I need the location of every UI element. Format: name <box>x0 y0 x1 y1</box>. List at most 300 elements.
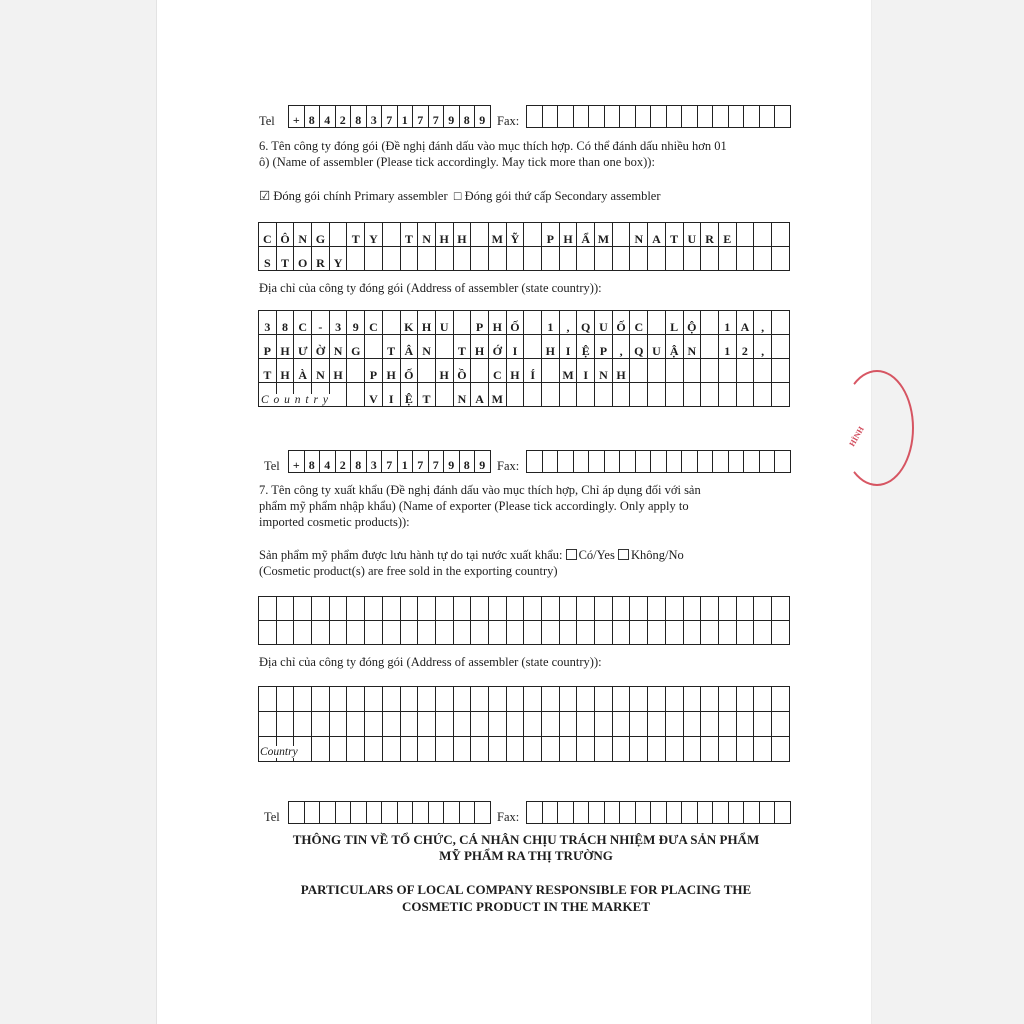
section6-heading-line1: 6. Tên công ty đóng gói (Đề nghị đánh dấu vào mục thích hợp. Có thể đánh dấu nhiều hơn 01 <box>259 139 727 153</box>
address-char-cell: H <box>383 359 401 383</box>
exporter-char-cell <box>454 597 472 621</box>
address-char-cell: T <box>418 383 436 407</box>
exporter-char-cell <box>436 621 454 645</box>
address-char-cell <box>630 359 648 383</box>
address-char-cell: I <box>383 383 401 407</box>
fax-field-s6[interactable] <box>526 450 791 473</box>
exporter-char-cell <box>401 621 419 645</box>
name-char-cell: N <box>418 223 436 247</box>
exporter-address-cell <box>754 687 772 712</box>
address-char-cell <box>719 383 737 407</box>
name-char-cell <box>648 247 666 271</box>
exporter-char-cell <box>595 621 613 645</box>
fax-digit-cell <box>527 451 543 473</box>
exporter-address-cell <box>524 737 542 762</box>
exporter-char-cell <box>259 597 277 621</box>
name-char-cell <box>737 247 755 271</box>
address-char-cell <box>542 359 560 383</box>
tel-digit-cell: 8 <box>305 451 321 473</box>
address-char-cell: N <box>418 335 436 359</box>
exporter-char-cell <box>330 621 348 645</box>
address-char-cell: 9 <box>347 311 365 335</box>
address-char-cell <box>577 383 595 407</box>
stamp-text: HÌNH <box>847 425 866 448</box>
title-en-line2: COSMETIC PRODUCT IN THE MARKET <box>402 899 650 914</box>
primary-assembler-label: Đóng gói chính Primary assembler <box>273 189 448 203</box>
fax-digit-cell <box>760 106 776 128</box>
address-char-cell: M <box>489 383 507 407</box>
exporter-char-cell <box>524 621 542 645</box>
fax-digit-cell <box>698 106 714 128</box>
exporter-char-cell <box>418 621 436 645</box>
address-char-cell: P <box>259 335 277 359</box>
fax-label-top: Fax: <box>497 114 520 128</box>
tel-digit-cell: + <box>289 451 305 473</box>
address-char-cell: P <box>365 359 383 383</box>
address-char-cell: T <box>454 335 472 359</box>
address-char-cell: C <box>489 359 507 383</box>
fax-digit-cell <box>543 802 559 824</box>
exporter-address-cell <box>595 687 613 712</box>
name-char-cell: C <box>259 223 277 247</box>
tel-digit-cell: + <box>289 106 305 128</box>
tel-digit-cell <box>398 802 414 824</box>
exporter-char-cell <box>595 597 613 621</box>
name-char-cell: R <box>701 223 719 247</box>
address-char-cell <box>347 359 365 383</box>
address-char-cell <box>684 359 702 383</box>
name-char-cell: S <box>259 247 277 271</box>
fax-digit-cell <box>558 802 574 824</box>
exporter-address-cell <box>365 687 383 712</box>
exporter-address-cell <box>401 687 419 712</box>
name-char-cell <box>365 247 383 271</box>
exporter-address-cell <box>401 712 419 737</box>
name-char-cell: Y <box>365 223 383 247</box>
exporter-char-cell <box>418 597 436 621</box>
address-char-cell <box>754 359 772 383</box>
tel-digit-cell: 7 <box>413 106 429 128</box>
primary-assembler-checkbox[interactable]: ☑ <box>259 189 271 203</box>
address-char-cell: U <box>595 311 613 335</box>
fax-digit-cell <box>558 451 574 473</box>
yes-checkbox[interactable] <box>566 549 577 560</box>
exporter-char-cell <box>560 597 578 621</box>
fax-digit-cell <box>775 802 791 824</box>
exporter-address-cell <box>471 737 489 762</box>
name-char-cell: E <box>719 223 737 247</box>
address-char-cell <box>772 359 790 383</box>
address-char-cell: H <box>436 359 454 383</box>
exporter-address-cell <box>577 737 595 762</box>
name-char-cell: A <box>648 223 666 247</box>
address-char-cell: Ư <box>294 335 312 359</box>
fax-digit-cell <box>636 106 652 128</box>
tel-digit-cell: 8 <box>351 451 367 473</box>
red-stamp-seal <box>840 370 914 486</box>
exporter-address-cell <box>613 737 631 762</box>
address-char-cell: À <box>294 359 312 383</box>
exporter-address-cell <box>754 737 772 762</box>
name-char-cell <box>577 247 595 271</box>
exporter-address-cell <box>772 712 790 737</box>
exporter-char-cell <box>471 597 489 621</box>
address-char-cell <box>737 359 755 383</box>
title-en-line1: PARTICULARS OF LOCAL COMPANY RESPONSIBLE FOR PLACING THE <box>300 882 752 897</box>
name-char-cell <box>401 247 419 271</box>
exporter-char-cell <box>630 597 648 621</box>
fax-digit-cell <box>667 106 683 128</box>
name-char-cell: P <box>542 223 560 247</box>
exporter-address-cell <box>630 687 648 712</box>
exporter-char-cell <box>701 621 719 645</box>
address-char-cell <box>347 383 365 407</box>
tel-digit-cell <box>475 802 491 824</box>
exporter-address-cell <box>418 687 436 712</box>
name-char-cell <box>436 247 454 271</box>
exporter-char-cell <box>648 597 666 621</box>
name-char-cell <box>524 247 542 271</box>
exporter-char-cell <box>542 597 560 621</box>
tel-digit-cell <box>336 802 352 824</box>
address-char-cell: 3 <box>259 311 277 335</box>
name-char-cell <box>613 223 631 247</box>
address-char-cell <box>772 383 790 407</box>
exporter-char-cell <box>277 621 295 645</box>
tel-digit-cell: 3 <box>367 106 383 128</box>
exporter-char-cell <box>312 621 330 645</box>
exporter-address-cell <box>347 737 365 762</box>
exporter-char-cell <box>347 621 365 645</box>
exporter-address-cell <box>737 737 755 762</box>
address-char-cell: Ố <box>507 311 525 335</box>
name-char-cell: T <box>347 223 365 247</box>
address-char-cell: T <box>259 359 277 383</box>
free-sale-line2: (Cosmetic product(s) are free sold in the exporting country) <box>259 564 558 578</box>
address-char-cell: A <box>471 383 489 407</box>
exporter-address-cell <box>701 737 719 762</box>
exporter-address-cell <box>259 687 277 712</box>
address-char-cell: Ệ <box>577 335 595 359</box>
fax-digit-cell <box>651 451 667 473</box>
exporter-address-cell <box>648 712 666 737</box>
exporter-address-cell <box>418 712 436 737</box>
exporter-char-cell <box>347 597 365 621</box>
no-checkbox[interactable] <box>618 549 629 560</box>
address-char-cell: I <box>507 335 525 359</box>
exporter-address-cell <box>489 737 507 762</box>
name-char-cell <box>666 247 684 271</box>
exporter-address-cell <box>418 737 436 762</box>
address-char-cell <box>772 335 790 359</box>
tel-field-s7[interactable] <box>288 801 491 824</box>
address-char-cell: Â <box>401 335 419 359</box>
section7-heading-line2: phẩm mỹ phẩm nhập khẩu) (Name of exporter (Please tick accordingly. Only apply to <box>259 499 689 513</box>
exporter-char-cell <box>648 621 666 645</box>
fax-digit-cell <box>744 802 760 824</box>
exporter-char-cell <box>507 597 525 621</box>
fax-digit-cell <box>667 451 683 473</box>
address-char-cell <box>365 335 383 359</box>
exporter-char-cell <box>454 621 472 645</box>
exporter-char-cell <box>436 597 454 621</box>
tel-digit-cell: 1 <box>398 106 414 128</box>
exporter-address-cell <box>489 687 507 712</box>
exporter-address-cell <box>542 737 560 762</box>
address-char-cell: L <box>666 311 684 335</box>
address-char-cell: 3 <box>330 311 348 335</box>
address-char-cell <box>684 383 702 407</box>
exporter-address-cell <box>595 737 613 762</box>
name-char-cell: Ẩ <box>577 223 595 247</box>
address-char-cell: H <box>489 311 507 335</box>
exporter-address-cell <box>577 687 595 712</box>
fax-digit-cell <box>713 106 729 128</box>
address-char-cell: - <box>312 311 330 335</box>
name-char-cell: Y <box>330 247 348 271</box>
fax-digit-cell <box>636 802 652 824</box>
exporter-char-cell <box>684 621 702 645</box>
address-char-cell: U <box>436 311 454 335</box>
fax-field-s7[interactable] <box>526 801 791 824</box>
address-char-cell: Í <box>524 359 542 383</box>
tel-digit-cell: 4 <box>320 106 336 128</box>
country-label-s6: C o u n t r y <box>261 394 329 406</box>
fax-digit-cell <box>527 802 543 824</box>
exporter-address-cell <box>630 737 648 762</box>
address-char-cell: Ậ <box>666 335 684 359</box>
tel-digit-cell: 2 <box>336 106 352 128</box>
address-char-cell: 1 <box>542 311 560 335</box>
fax-digit-cell <box>713 802 729 824</box>
address-char-cell <box>701 383 719 407</box>
name-char-cell <box>542 247 560 271</box>
exporter-address-cell <box>719 687 737 712</box>
fax-field-top[interactable] <box>526 105 791 128</box>
tel-digit-cell: 4 <box>320 451 336 473</box>
fax-digit-cell <box>605 802 621 824</box>
exporter-address-cell <box>454 687 472 712</box>
exporter-char-cell <box>772 621 790 645</box>
tel-label-top: Tel <box>259 114 275 128</box>
tel-digit-cell: 8 <box>460 106 476 128</box>
exporter-address-cell <box>277 712 295 737</box>
title-vi-line1: THÔNG TIN VỀ TỔ CHỨC, CÁ NHÂN CHỊU TRÁCH NHIỆM ĐƯA SẢN PHẨM <box>292 832 760 847</box>
fax-digit-cell <box>574 451 590 473</box>
country-label-s7: Country <box>260 746 298 758</box>
address-char-cell: 8 <box>277 311 295 335</box>
fax-digit-cell <box>760 451 776 473</box>
assembler-name-grid[interactable] <box>258 222 790 271</box>
exporter-address-cell <box>312 737 330 762</box>
tel-digit-cell <box>305 802 321 824</box>
tel-field-top[interactable] <box>288 105 491 128</box>
exporter-address-cell <box>684 737 702 762</box>
tel-digit-cell: 2 <box>336 451 352 473</box>
exporter-address-cell <box>595 712 613 737</box>
tel-digit-cell <box>367 802 383 824</box>
exporter-address-cell <box>577 712 595 737</box>
section7-heading-line3: imported cosmetic products)): <box>259 515 410 529</box>
tel-digit-cell: 7 <box>413 451 429 473</box>
address-char-cell: P <box>471 311 489 335</box>
address-char-cell: H <box>277 359 295 383</box>
address-char-cell: H <box>418 311 436 335</box>
exporter-address-cell <box>436 687 454 712</box>
exporter-address-cell <box>436 737 454 762</box>
address-char-cell <box>436 335 454 359</box>
exporter-address-cell <box>772 687 790 712</box>
name-char-cell <box>613 247 631 271</box>
address-char-cell: K <box>401 311 419 335</box>
address-char-cell: H <box>507 359 525 383</box>
address-char-cell <box>630 383 648 407</box>
exporter-address-cell <box>701 712 719 737</box>
exporter-address-cell <box>259 712 277 737</box>
fax-digit-cell <box>574 802 590 824</box>
exporter-address-cell <box>507 687 525 712</box>
exporter-char-cell <box>772 597 790 621</box>
address-char-cell: , <box>560 311 578 335</box>
tel-label-s6: Tel <box>264 459 280 473</box>
name-char-cell: T <box>666 223 684 247</box>
address-char-cell: P <box>595 335 613 359</box>
exporter-address-cell <box>401 737 419 762</box>
fax-digit-cell <box>698 451 714 473</box>
address-char-cell <box>701 335 719 359</box>
exporter-char-cell <box>365 621 383 645</box>
address-char-cell <box>454 311 472 335</box>
secondary-assembler-checkbox[interactable]: □ <box>453 189 462 203</box>
name-char-cell <box>560 247 578 271</box>
exporter-address-cell <box>312 687 330 712</box>
exporter-address-cell <box>471 687 489 712</box>
fax-digit-cell <box>589 106 605 128</box>
assembler-address-grid[interactable] <box>258 310 790 407</box>
address-char-cell <box>524 335 542 359</box>
address-char-cell <box>436 383 454 407</box>
exporter-address-cell <box>666 712 684 737</box>
exporter-char-cell <box>489 621 507 645</box>
tel-digit-cell: 7 <box>429 451 445 473</box>
name-char-cell: U <box>684 223 702 247</box>
fax-digit-cell <box>589 802 605 824</box>
exporter-address-grid[interactable] <box>258 686 790 762</box>
exporter-char-cell <box>489 597 507 621</box>
address-char-cell <box>754 383 772 407</box>
address-char-cell: C <box>365 311 383 335</box>
address-char-cell <box>666 359 684 383</box>
exporter-char-cell <box>754 597 772 621</box>
fax-digit-cell <box>620 802 636 824</box>
name-char-cell <box>684 247 702 271</box>
exporter-name-grid[interactable] <box>258 596 790 645</box>
fax-digit-cell <box>698 802 714 824</box>
address-char-cell: G <box>347 335 365 359</box>
exporter-char-cell <box>613 621 631 645</box>
yes-label: Có/Yes <box>578 548 615 562</box>
tel-digit-cell <box>289 802 305 824</box>
exporter-char-cell <box>666 597 684 621</box>
address-char-cell: H <box>542 335 560 359</box>
name-char-cell <box>772 223 790 247</box>
address-char-cell: Ố <box>613 311 631 335</box>
fax-digit-cell <box>620 106 636 128</box>
fax-digit-cell <box>775 106 791 128</box>
address-char-cell <box>701 359 719 383</box>
name-char-cell <box>489 247 507 271</box>
fax-digit-cell <box>543 106 559 128</box>
tel-digit-cell <box>429 802 445 824</box>
address-char-cell: , <box>613 335 631 359</box>
address-char-cell: N <box>312 359 330 383</box>
fax-digit-cell <box>729 802 745 824</box>
address-char-cell: N <box>454 383 472 407</box>
exporter-address-cell <box>754 712 772 737</box>
exporter-address-cell <box>507 712 525 737</box>
name-char-cell: N <box>630 223 648 247</box>
section7-heading-line1: 7. Tên công ty xuất khẩu (Đề nghị đánh dấu vào mục thích hợp, Chỉ áp dụng đối với sản <box>259 483 701 497</box>
address-char-cell: , <box>754 335 772 359</box>
address-char-cell <box>524 383 542 407</box>
fax-digit-cell <box>636 451 652 473</box>
address-char-cell <box>595 383 613 407</box>
name-char-cell: T <box>401 223 419 247</box>
fax-digit-cell <box>713 451 729 473</box>
exporter-address-cell <box>737 712 755 737</box>
address-char-cell: 1 <box>719 335 737 359</box>
exporter-address-cell <box>471 712 489 737</box>
exporter-address-cell <box>719 712 737 737</box>
tel-digit-cell <box>460 802 476 824</box>
address-char-cell <box>383 311 401 335</box>
exporter-address-cell <box>542 712 560 737</box>
exporter-char-cell <box>737 621 755 645</box>
address-char-cell: Ớ <box>489 335 507 359</box>
exporter-address-cell <box>365 712 383 737</box>
tel-digit-cell <box>382 802 398 824</box>
address-char-cell: Q <box>630 335 648 359</box>
fax-label-s6: Fax: <box>497 459 520 473</box>
address-char-cell: Ộ <box>684 311 702 335</box>
exporter-address-cell <box>507 737 525 762</box>
exporter-char-cell <box>277 597 295 621</box>
name-char-cell <box>737 223 755 247</box>
address-char-cell: Ệ <box>401 383 419 407</box>
tel-digit-cell: 8 <box>351 106 367 128</box>
tel-field-s6[interactable] <box>288 450 491 473</box>
exporter-address-cell <box>383 687 401 712</box>
fax-digit-cell <box>605 451 621 473</box>
address-char-cell: T <box>383 335 401 359</box>
fax-digit-cell <box>682 451 698 473</box>
address-char-cell: Ố <box>401 359 419 383</box>
address-char-cell: Q <box>577 311 595 335</box>
tel-label-s7: Tel <box>264 810 280 824</box>
tel-digit-cell: 7 <box>382 451 398 473</box>
name-char-cell <box>754 247 772 271</box>
address-char-cell <box>524 311 542 335</box>
name-char-cell: T <box>277 247 295 271</box>
exporter-address-cell <box>701 687 719 712</box>
tel-digit-cell: 3 <box>367 451 383 473</box>
exporter-address-cell <box>347 712 365 737</box>
name-char-cell <box>701 247 719 271</box>
exporter-address-cell <box>560 737 578 762</box>
address-char-cell: V <box>365 383 383 407</box>
address-char-cell <box>330 383 348 407</box>
address-char-cell: Ờ <box>312 335 330 359</box>
